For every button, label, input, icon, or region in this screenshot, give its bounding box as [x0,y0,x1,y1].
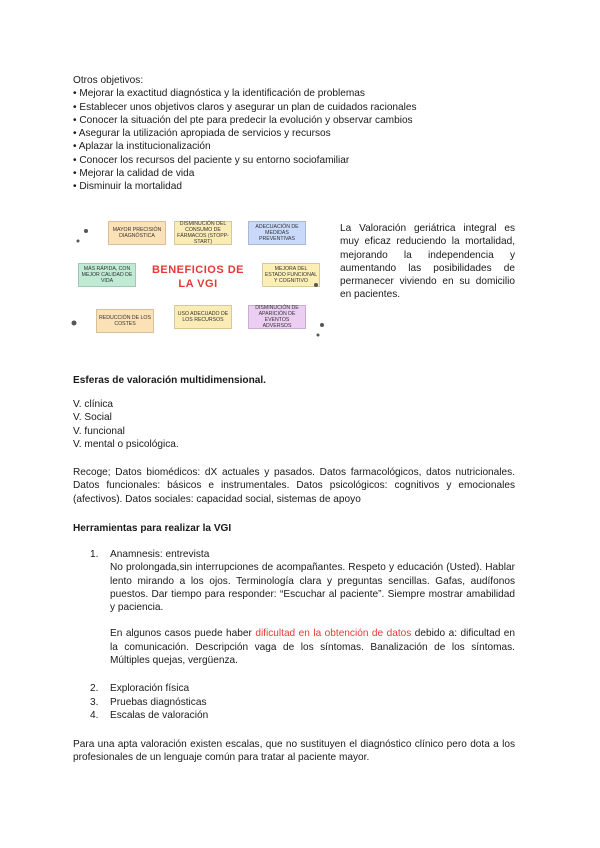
objective-item: • Disminuir la mortalidad [73,181,182,193]
side-paragraph: La Valoración geriátrica integral es muy eficaz reduciendo la mortalidad, mejorando la independencia y aumentando las posibilidades de permanecer viviendo en su domicilio en pacientes. [340,223,515,301]
objective-item: • Establecer unos objetivos claros y asegurar un plan de cuidados racionales [73,101,417,113]
objective-item: • Asegurar la utilización apropiada de servicios y recursos [73,128,331,140]
benefit-box: DISMINUCIÓN DE APARICIÓN DE EVENTOS ADVERSOS [248,305,306,329]
esferas-heading: Esferas de valoración multidimensional. [73,375,266,386]
vgi-benefits-infographic [68,213,330,343]
objective-item: • Conocer la situación del pte para predecir la evolución y observar cambios [73,114,413,126]
benefit-box: MEJORA DEL ESTADO FUNCIONAL Y COGNITIVO [262,263,320,287]
recoge-paragraph: Recoge; Datos biomédicos: dX actuales y pasados. Datos farmacológicos, datos nutricionales. Datos funcionales: básicos e instrumentales. Datos psicológicos: cognitivos y emocionales (afectivos). Datos sociales: capacidad social, sistemas de apoyo [73,467,515,505]
objective-item: • Mejorar la calidad de vida [73,168,195,180]
list-item: 3. Pruebas diagnósticas [90,696,207,708]
objectives-section [73,74,533,194]
benefit-box: MAYOR PRECISIÓN DIAGNÓSTICA [108,221,166,245]
benefit-box: ADECUACIÓN DE MEDIDAS PREVENTIVAS [248,221,306,245]
benefit-box: MÁS RÁPIDA, CON MEJOR CALIDAD DE VIDA [78,263,136,287]
esfera-item: V. funcional [73,425,125,437]
objective-item: • Aplazar la institucionalización [73,141,211,153]
tool-item-title: Anamnesis: entrevista [110,549,210,560]
esfera-item: V. Social [73,412,112,424]
objective-item: • Conocer los recursos del paciente y su entorno sociofamiliar [73,154,350,166]
infographic-title: BENEFICIOS DE LA VGI [151,264,245,290]
decoration-dots [68,213,330,343]
herramientas-heading: Herramientas para realizar la VGI [73,523,232,534]
tools-list [90,682,390,723]
benefit-box: DISMINUCIÓN DEL CONSUMO DE FÁRMACOS (STOPP-START) [174,221,232,245]
esfera-item: V. mental o psicológica. [73,438,179,450]
tool-item-1 [90,548,515,667]
esferas-list [73,398,179,451]
list-item: 4. Escalas de valoración [90,710,209,721]
highlighted-text: dificultad en la obtención de datos [255,628,412,640]
benefit-box: REDUCCIÓN DE LOS COSTES [96,309,154,333]
objective-item: • Mejorar la exactitud diagnóstica y la identificación de problemas [73,88,365,100]
objectives-heading: Otros objetivos: [73,75,144,86]
benefit-box: USO ADECUADO DE LOS RECURSOS [174,305,232,329]
anamnesis-paragraph: No prolongada,sin interrupciones de acompañantes. Respeto y educación (Usted). Hablar lento mirando a los ojos. Terminología clara y preguntas sencillas. Gafas, audífonos puestos. Dar tiempo para responder: “Escuchar al paciente”. Siempre mostrar amabilidad y paciencia. [110,562,515,614]
esfera-item: V. clínica [73,399,114,410]
list-number: 1. [90,549,99,560]
final-paragraph: Para una apta valoración existen escalas, que no sustituyen el diagnóstico clínico pero dota a los profesionales de un lenguaje común para tratar al paciente mayor. [73,739,515,764]
list-item: 2. Exploración física [90,683,190,694]
difficulty-paragraph: En algunos casos puede haber dificultad en la obtención de datos debido a: dificultad en la comunicación. Descripción vaga de los síntomas. Banalización de los síntomas. Múltiples quejas, vergüenza. [110,628,516,667]
